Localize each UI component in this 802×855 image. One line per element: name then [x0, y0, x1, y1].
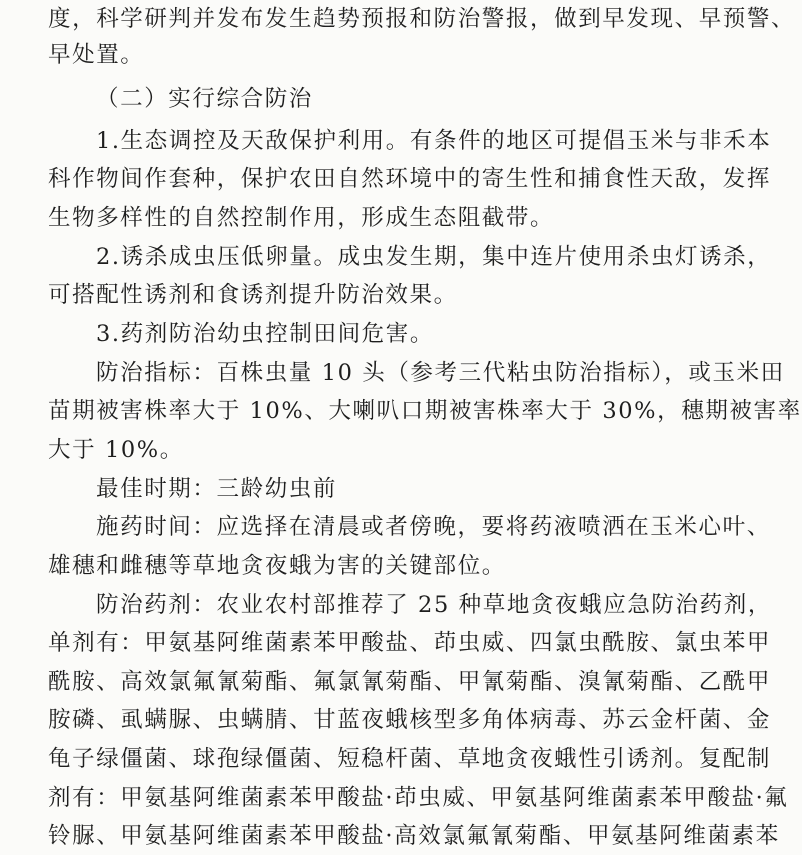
text-line: 剂有：甲氨基阿维菌素苯甲酸盐·茚虫威、甲氨基阿维菌素苯甲酸盐·氟 — [48, 785, 789, 811]
text-line: 可搭配性诱剂和食诱剂提升防治效果。 — [48, 282, 458, 308]
text-line: 龟子绿僵菌、球孢绿僵菌、短稳杆菌、草地贪夜蛾性引诱剂。复配制 — [48, 746, 772, 772]
text-line: 科作物间作套种，保护农田自然环境中的寄生性和捕食性天敌，发挥 — [48, 166, 772, 192]
text-line: 酰胺、高效氯氟氰菊酯、氟氯氰菊酯、甲氰菊酯、溴氰菊酯、乙酰甲 — [48, 669, 772, 695]
text-line: 3.药剂防治幼虫控制田间危害。 — [96, 321, 434, 347]
text-line: 2.诱杀成虫压低卵量。成虫发生期，集中连片使用杀虫灯诱杀， — [96, 244, 772, 270]
text-line: 胺磷、虱螨脲、虫螨腈、甘蓝夜蛾核型多角体病毒、苏云金杆菌、金 — [48, 707, 772, 733]
text-line: 苗期被害株率大于 10%、大喇叭口期被害株率大于 30%，穗期被害率 — [48, 398, 802, 424]
text-line: 1.生态调控及天敌保护利用。有条件的地区可提倡玉米与非禾本 — [96, 128, 772, 154]
text-line: 雄穗和雌穗等草地贪夜蛾为害的关键部位。 — [48, 553, 506, 579]
text-line: 大于 10%。 — [48, 437, 184, 463]
text-line: 单剂有：甲氨基阿维菌素苯甲酸盐、茚虫威、四氯虫酰胺、氯虫苯甲 — [48, 630, 772, 656]
text-line: 早处置。 — [48, 42, 145, 68]
text-line: 度，科学研判并发布发生趋势预报和防治警报，做到早发现、早预警、 — [48, 6, 796, 32]
text-line: 施药时间：应选择在清晨或者傍晚，要将药液喷洒在玉米心叶、 — [96, 514, 771, 540]
text-line: 生物多样性的自然控制作用，形成生态阻截带。 — [48, 205, 555, 231]
text-line: 最佳时期：三龄幼虫前 — [96, 476, 338, 502]
text-line: 防治指标：百株虫量 10 头（参考三代粘虫防治指标），或玉米田 — [96, 360, 785, 386]
text-line: 防治药剂：农业农村部推荐了 25 种草地贪夜蛾应急防治药剂， — [96, 592, 772, 618]
text-line: 铃脲、甲氨基阿维菌素苯甲酸盐·高效氯氟氰菊酯、甲氨基阿维菌素苯 — [48, 823, 780, 849]
section-heading: （二）实行综合防治 — [96, 86, 313, 112]
